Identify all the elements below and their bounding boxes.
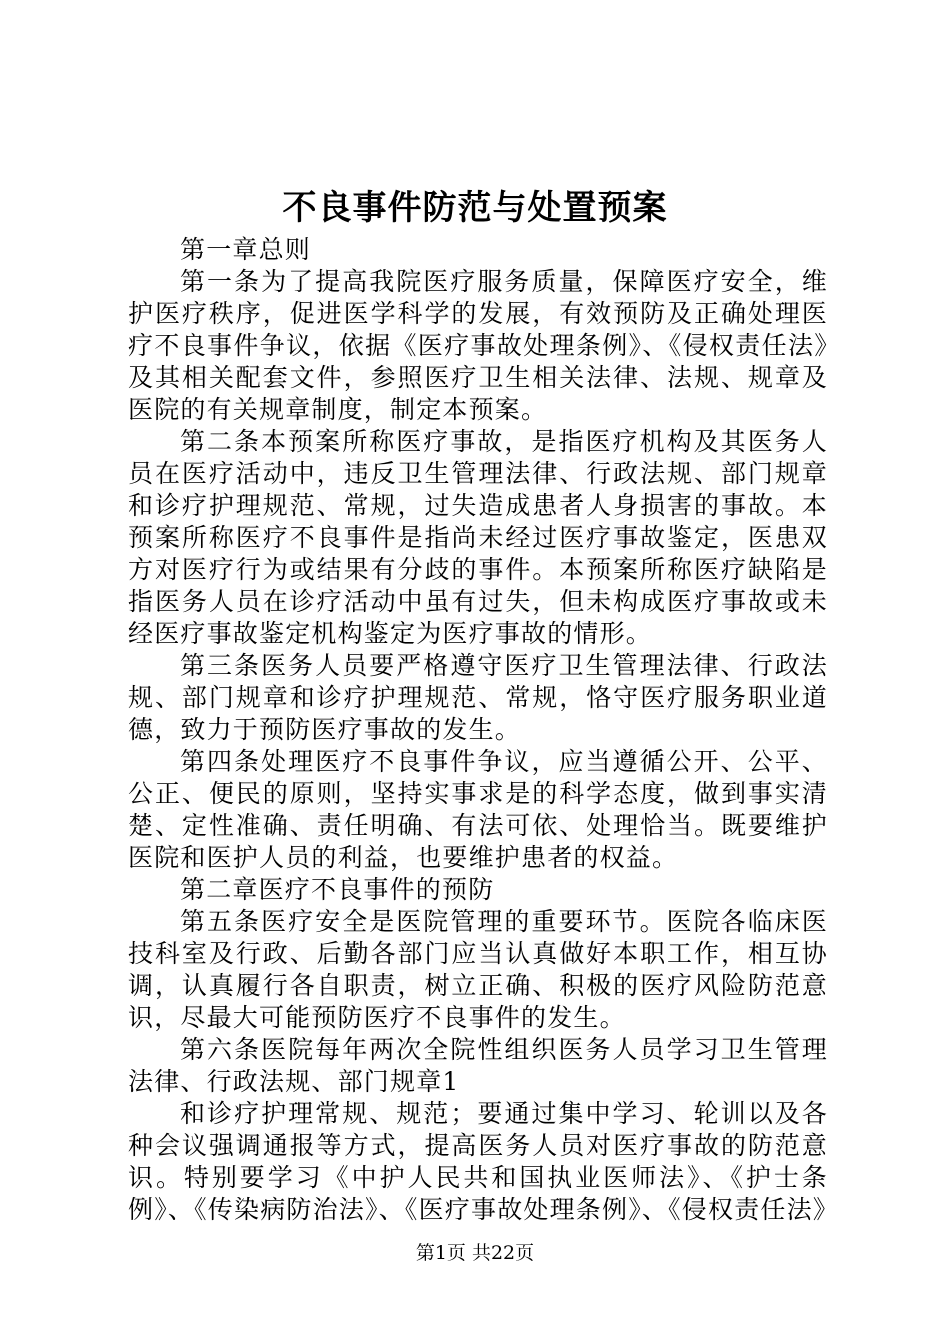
article-paragraph: 第六条医院每年两次全院性组织医务人员学习卫生管理法律、行政法规、部门规章1 (128, 1035, 828, 1096)
article-paragraph: 第二条本预案所称医疗事故，是指医疗机构及其医务人员在医疗活动中，违反卫生管理法律、行政法规、部门规章和诊疗护理规范、常规，过失造成患者人身损害的事故。本预案所称医疗不良事件是指尚未经过医疗事故鉴定，医患双方对医疗行为或结果有分歧的事件。本预案所称医疗缺陷是指医务人员在诊疗活动中虽有过失，但未构成医疗事故或未经医疗事故鉴定机构鉴定为医疗事故的情形。 (128, 427, 828, 648)
document-title: 不良事件防范与处置预案 (282, 188, 668, 228)
document-body (128, 234, 840, 1226)
page-number: 第1页 共22页 (415, 1242, 535, 1264)
article-paragraph: 第四条处理医疗不良事件争议，应当遵循公开、公平、公正、便民的原则，坚持实事求是的科学态度，做到事实清楚、定性准确、责任明确、有法可依、处理恰当。既要维护医院和医护人员的利益，也要维护患者的权益。 (128, 747, 828, 872)
article-paragraph: 第三条医务人员要严格遵守医疗卫生管理法律、行政法规、部门规章和诊疗护理规范、常规，恪守医疗服务职业道德，致力于预防医疗事故的发生。 (128, 651, 828, 744)
article-paragraph: 和诊疗护理常规、规范；要通过集中学习、轮训以及各种会议强调通报等方式，提高医务人员对医疗事故的防范意识。特别要学习《中护人民共和国执业医师法》、《护士条例》、《传染病防治法》、《医疗事故处理条例》、《侵权责任法》 (128, 1099, 840, 1224)
chapter-heading: 第二章医疗不良事件的预防 (180, 875, 495, 904)
article-paragraph: 第五条医疗安全是医院管理的重要环节。医院各临床医技科室及行政、后勤各部门应当认真做好本职工作，相互协调，认真履行各自职责，树立正确、积极的医疗风险防范意识，尽最大可能预防医疗不良事件的发生。 (128, 907, 828, 1032)
chapter-heading: 第一章总则 (180, 235, 312, 264)
article-paragraph: 第一条为了提高我院医疗服务质量，保障医疗安全，维护医疗秩序，促进医学科学的发展，有效预防及正确处理医疗不良事件争议，依据《医疗事故处理条例》、《侵权责任法》及其相关配套文件，参照医疗卫生相关法律、法规、规章及医院的有关规章制度，制定本预案。 (128, 267, 828, 424)
